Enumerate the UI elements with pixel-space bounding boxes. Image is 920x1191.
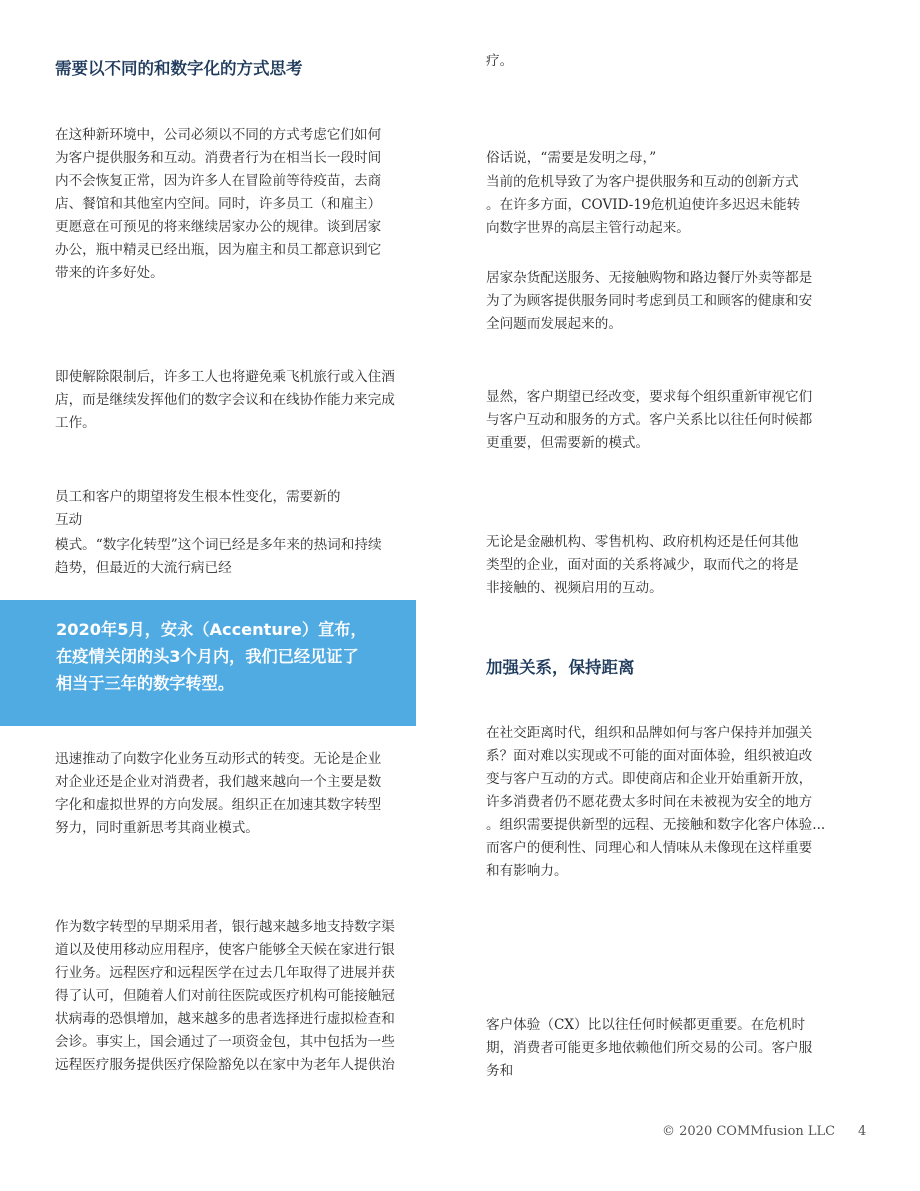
paragraph-customer-experience: 客户体验（CX）比以往任何时候都更重要。在危机时 期，消费者可能更多地依赖他们所交易的公司。客户服 务和 bbox=[486, 1017, 813, 1079]
footer-copyright: © 2020 COMMfusion LLC bbox=[662, 1124, 836, 1139]
paragraph-new-environment: 在这种新环境中，公司必须以不同的方式考虑它们如何 为客户提供服务和互动。消费者行为在相当长一段时间 内不会恢复正常，因为许多人在冒险前等待疫苗，去商 店、餐馆和其他室内空间。同时，许多员工（和雇主） 更愿意在可预见的将来继续居家办公的规律。谈到居家 办公，瓶中精灵已经出瓶，因为雇主和员工都意识到它 带来的许多好处。 bbox=[55, 127, 382, 281]
paragraph-social-distancing: 在社交距离时代，组织和品牌如何与客户保持并加强关 系？面对难以实现或不可能的面对面体验，组织被迫改 变与客户互动的方式。即使商店和企业开始重新开放， 许多消费者仍不愿花费太多时间在未被视为安全的地方 。组织需要提供新型的远程、无接触和数字化客户体验... 而客户的便利性、同理心和人情味从未像现在这样重要 和有影响力。 bbox=[486, 725, 826, 879]
paragraph-banking-telehealth: 作为数字转型的早期采用者，银行越来越多地支持数字渠 道以及使用移动应用程序，使客户能够全天候在家进行银 行业务。远程医疗和远程医学在过去几年取得了进展并获 得了认可，但随着人们对前往医院或医疗机构可能接触冠 状病毒的恐惧增加，越来越多的患者选择进行虚拟检查和 会诊。事实上，国会通过了一项资金包，其中包括为一些 远程医疗服务提供医疗保险豁免以在家中为老年人提供治 bbox=[55, 919, 395, 1073]
paragraph-after-restrictions: 即使解除限制后，许多工人也将避免乘飞机旅行或入住酒 店，而是继续发挥他们的数字会议和在线协作能力来完成 工作。 bbox=[55, 369, 395, 431]
paragraph-grocery-delivery: 居家杂货配送服务、无接触购物和路边餐厅外卖等都是 为了为顾客提供服务同时考虑到员工和顾客的健康和安 全问题而发展起来的。 bbox=[486, 270, 813, 332]
callout-quote: 2020年5月，安永（Accenture）宣布， 在疫情关闭的头3个月内，我们已经见证了 相当于三年的数字转型。 bbox=[56, 620, 367, 693]
paragraph-expectations-change: 员工和客户的期望将发生根本性变化，需要新的 互动 bbox=[55, 489, 341, 528]
section-heading-think-digital: 需要以不同的和数字化的方式思考 bbox=[55, 59, 303, 78]
paragraph-continuation: 疗。 bbox=[486, 53, 514, 69]
paragraph-proverb: 俗话说，“需要是发明之母，” bbox=[486, 150, 657, 166]
footer-page-number: 4 bbox=[858, 1124, 867, 1139]
paragraph-digital-transformation: 模式。“数字化转型”这个词已经是多年来的热词和持续 趋势，但最近的大流行病已经 bbox=[55, 537, 382, 576]
paragraph-crisis-innovation: 当前的危机导致了为客户提供服务和互动的创新方式 。在许多方面，COVID-19危机迫使许多迟迟未能转 向数字世界的高层主管行动起来。 bbox=[486, 174, 801, 236]
section-heading-strengthen-relationships: 加强关系，保持距离 bbox=[486, 658, 635, 677]
paragraph-rapid-shift: 迅速推动了向数字化业务互动形式的转变。无论是企业 对企业还是企业对消费者，我们越来越向一个主要是数 字化和虚拟世界的方向发展。组织正在加速其数字转型 努力，同时重新思考其商业模式。 bbox=[55, 751, 382, 836]
callout-box bbox=[0, 600, 416, 726]
paragraph-expectations-changed: 显然，客户期望已经改变，要求每个组织重新审视它们 与客户互动和服务的方式。客户关系比以往任何时候都 更重要，但需要新的模式。 bbox=[486, 389, 813, 451]
paragraph-contactless-interaction: 无论是金融机构、零售机构、政府机构还是任何其他 类型的企业，面对面的关系将减少，取而代之的将是 非接触的、视频启用的互动。 bbox=[486, 534, 799, 596]
